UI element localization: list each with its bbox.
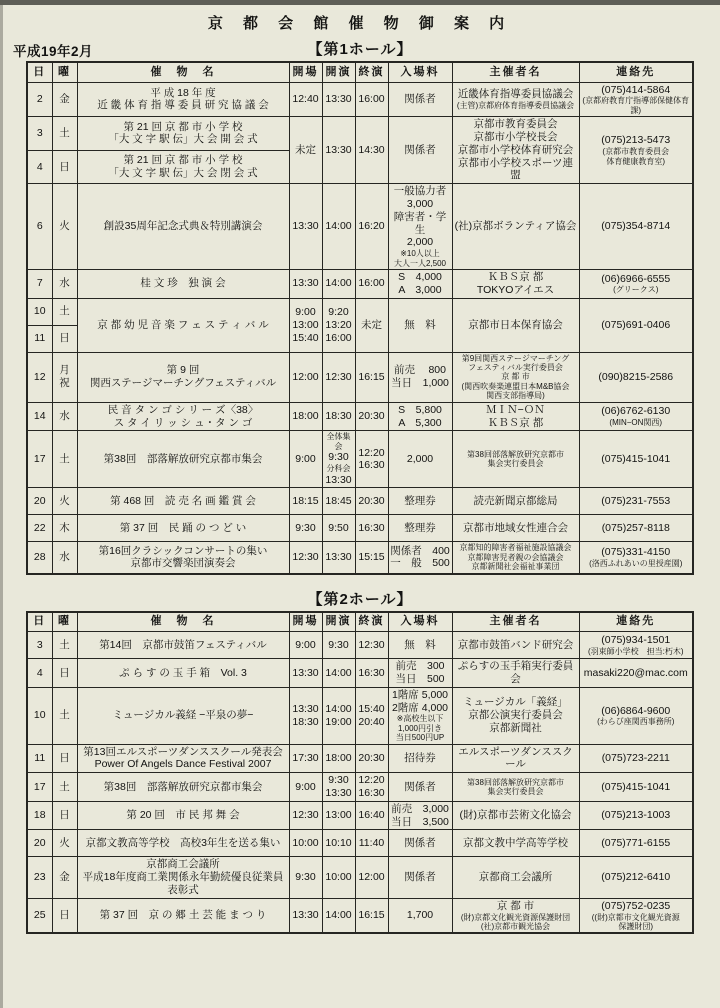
table-row (27, 402, 693, 431)
cell-date: 18 (27, 801, 52, 830)
cell-date: 3 (27, 632, 52, 659)
cell-end: 11:40 (355, 830, 388, 857)
cell-org: 近畿体育指導委員協議会 (主管)京都府体育指導委員協議会 (452, 82, 579, 117)
cell-name: 第 20 回 市 民 邦 舞 会 (77, 801, 289, 830)
cell-org: 第38回部落解放研究京都市 集会実行委員会 (452, 773, 579, 802)
cell-contact: (06)6762-6130 (MIN−ON関西) (579, 402, 693, 431)
cell-fee: 1,700 (388, 898, 452, 933)
cell-open: 12:40 (289, 82, 322, 117)
cell-date: 17 (27, 773, 52, 802)
cell-contact: (075)415-1041 (579, 773, 693, 802)
cell-org: 第9回関西ステージマーチング フェスティバル実行委員会 京 都 市 (関西吹奏楽連盟日本M&B協会 関西支部指導局) (452, 352, 579, 402)
hall2-events-table (26, 611, 694, 935)
cell-day: 火 (52, 830, 77, 857)
cell-open: 9:30 (289, 515, 322, 542)
hall2-table-body (27, 632, 693, 934)
cell-name: 民 音 タ ン ゴ シ リ ー ズ〈38〉 ス タ イ リ ッ シ ュ・タ ン ゴ (77, 402, 289, 431)
cell-org: 京都市日本保育協会 (452, 298, 579, 352)
cell-date: 20 (27, 830, 52, 857)
cell-org: 京 都 市 (財)京都文化観光資源保護財団 (社)京都市観光協会 (452, 898, 579, 933)
cell-contact: (075)414-5864 (京都府教育庁指導部保健体育課) (579, 82, 693, 117)
header-contact: 連絡先 (579, 612, 693, 632)
cell-name: ミュージカル義経 −平泉の夢− (77, 687, 289, 744)
cell-fee: 無 料 (388, 632, 452, 659)
cell-open: 12:30 (289, 801, 322, 830)
cell-fee: 2,000 (388, 431, 452, 488)
cell-day: 日 (52, 659, 77, 688)
cell-end: 16:00 (355, 82, 388, 117)
header-end: 終演 (355, 612, 388, 632)
cell-day: 土 (52, 431, 77, 488)
cell-end: 未定 (355, 298, 388, 352)
cell-start: 13:30 (322, 542, 355, 574)
cell-name: 平 成 18 年 度 近 畿 体 育 指 導 委 員 研 究 協 議 会 (77, 82, 289, 117)
cell-open: 12:00 (289, 352, 322, 402)
cell-org: 京都文教中学高等学校 (452, 830, 579, 857)
cell-start: 9:30 (322, 632, 355, 659)
hall1-table-header (27, 62, 693, 82)
cell-date: 7 (27, 270, 52, 299)
cell-fee: 関係者 400 一 般 500 (388, 542, 452, 574)
cell-open: 18:15 (289, 488, 322, 515)
cell-contact: (075)752-0235 ((財)京都市文化観光資源 保護財団) (579, 898, 693, 933)
cell-date: 3 (27, 117, 52, 150)
cell-open: 18:00 (289, 402, 322, 431)
cell-contact: (075)934-1501 (羽束師小学校 担当:朽木) (579, 632, 693, 659)
cell-org: 第38回部落解放研究京都市 集会実行委員会 (452, 431, 579, 488)
cell-day: 火 (52, 184, 77, 270)
cell-open: 9:00 (289, 773, 322, 802)
cell-org: 読売新聞京都総局 (452, 488, 579, 515)
header-name: 催 物 名 (77, 62, 289, 82)
header-day: 曜 (52, 612, 77, 632)
table-row (27, 298, 693, 325)
table-row (27, 270, 693, 299)
cell-end: 12:20 16:30 (355, 773, 388, 802)
cell-day: 金 (52, 857, 77, 898)
cell-start: 9:50 (322, 515, 355, 542)
header-contact: 連絡先 (579, 62, 693, 82)
cell-fee: 無 料 (388, 298, 452, 352)
cell-contact: (075)723-2211 (579, 744, 693, 773)
cell-contact: (090)8215-2586 (579, 352, 693, 402)
cell-start: 13:30 (322, 117, 355, 184)
cell-open: 13:30 (289, 659, 322, 688)
header-date: 日 (27, 62, 52, 82)
cell-org: 京都市地域女性連合会 (452, 515, 579, 542)
table-row (27, 117, 693, 150)
cell-end: 12:00 (355, 857, 388, 898)
table-row (27, 352, 693, 402)
cell-start: 9:30 13:30 (322, 773, 355, 802)
cell-date: 4 (27, 150, 52, 184)
cell-day: 金 (52, 82, 77, 117)
cell-day: 月 祝 (52, 352, 77, 402)
cell-start: 18:30 (322, 402, 355, 431)
scan-top-edge (0, 0, 720, 5)
cell-contact: (075)257-8118 (579, 515, 693, 542)
cell-contact: (06)6966-6555 (グリークス) (579, 270, 693, 299)
cell-day: 日 (52, 801, 77, 830)
cell-name: 第 37 回 京 の 郷 土 芸 能 ま つ り (77, 898, 289, 933)
cell-end: 16:00 (355, 270, 388, 299)
table-row (27, 687, 693, 744)
cell-open: 9:30 (289, 857, 322, 898)
cell-name: ぷ ら す の 玉 手 箱 Vol. 3 (77, 659, 289, 688)
table-row (27, 898, 693, 933)
cell-day: 土 (52, 298, 77, 325)
cell-fee: 1階席 5,000 2階席 4,000 ※高校生以下 1,000円引き 当日500円UP (388, 687, 452, 744)
cell-org: ＭＩＮ−ＯＮ ＫＢＳ京 都 (452, 402, 579, 431)
cell-day: 水 (52, 542, 77, 574)
cell-fee: 前売 800 当日 1,000 (388, 352, 452, 402)
cell-start: 18:45 (322, 488, 355, 515)
cell-date: 10 (27, 298, 52, 325)
cell-open: 9:00 (289, 632, 322, 659)
cell-name: 創設35周年記念式典＆特別講演会 (77, 184, 289, 270)
cell-day: 日 (52, 744, 77, 773)
cell-end: 14:30 (355, 117, 388, 184)
cell-contact: (06)6864-9600 (わらび座関西事務所) (579, 687, 693, 744)
cell-name: 第 21 回 京 都 市 小 学 校 「大 文 字 駅 伝」大 会 閉 会 式 (77, 150, 289, 184)
cell-open: 17:30 (289, 744, 322, 773)
cell-contact: (075)771-6155 (579, 830, 693, 857)
cell-date: 2 (27, 82, 52, 117)
table-row (27, 82, 693, 117)
table-row (27, 515, 693, 542)
cell-date: 14 (27, 402, 52, 431)
cell-start: 14:00 19:00 (322, 687, 355, 744)
cell-date: 11 (27, 325, 52, 352)
cell-open: 13:30 (289, 270, 322, 299)
cell-name: 第38回 部落解放研究京都市集会 (77, 431, 289, 488)
cell-end: 16:30 (355, 515, 388, 542)
cell-org: ぷらすの玉手箱実行委員会 (452, 659, 579, 688)
cell-name: 第16回クラシックコンサートの集い 京都市交響楽団演奏会 (77, 542, 289, 574)
cell-name: 第 9 回 関西ステージマーチングフェスティバル (77, 352, 289, 402)
cell-contact: masaki220@mac.com (579, 659, 693, 688)
cell-start: 14:00 (322, 270, 355, 299)
header-fee: 入場料 (388, 62, 452, 82)
header-open: 開場 (289, 62, 322, 82)
cell-name: 京 都 幼 児 音 楽 フ ェ ス テ ィ バ ル (77, 298, 289, 352)
cell-open: 13:30 18:30 (289, 687, 322, 744)
cell-name: 京都商工会議所 平成18年度商工業関係永年勤続優良従業員 表彰式 (77, 857, 289, 898)
cell-date: 6 (27, 184, 52, 270)
cell-contact: (075)331-4150 (洛西ふれあいの里授産園) (579, 542, 693, 574)
header-name: 催 物 名 (77, 612, 289, 632)
cell-open: 10:00 (289, 830, 322, 857)
page-title: 京 都 会 館 催 物 御 案 内 (207, 15, 513, 32)
cell-contact: (075)213-5473 (京都市教育委員会 体育健康教育室) (579, 117, 693, 184)
table-row (27, 632, 693, 659)
scan-left-edge (0, 0, 3, 1008)
cell-end: 16:15 (355, 898, 388, 933)
cell-org: (社)京都ボランティア協会 (452, 184, 579, 270)
cell-start: 14:00 (322, 184, 355, 270)
cell-open: 未定 (289, 117, 322, 184)
cell-start: 9:20 13:20 16:00 (322, 298, 355, 352)
cell-open: 9:00 13:00 15:40 (289, 298, 322, 352)
cell-fee: S 4,000 A 3,000 (388, 270, 452, 299)
cell-name: 第 21 回 京 都 市 小 学 校 「大 文 字 駅 伝」大 会 開 会 式 (77, 117, 289, 150)
cell-org: 京都商工会議所 (452, 857, 579, 898)
cell-day: 土 (52, 773, 77, 802)
table-row (27, 801, 693, 830)
header-row (27, 612, 693, 632)
cell-fee: 関係者 (388, 117, 452, 184)
cell-name: 京都文教高等学校 高校3年生を送る集い (77, 830, 289, 857)
cell-end: 16:15 (355, 352, 388, 402)
cell-fee: 関係者 (388, 857, 452, 898)
cell-day: 土 (52, 117, 77, 150)
cell-start: 14:00 (322, 659, 355, 688)
cell-open: 12:30 (289, 542, 322, 574)
cell-open: 9:00 (289, 431, 322, 488)
cell-start: 13:00 (322, 801, 355, 830)
cell-fee: 整理券 (388, 488, 452, 515)
cell-name: 第 468 回 読 売 名 画 鑑 賞 会 (77, 488, 289, 515)
cell-org: 京都市教育委員会 京都市小学校長会 京都市小学校体育研究会 京都市小学校スポーツ連盟 (452, 117, 579, 184)
cell-open: 13:30 (289, 898, 322, 933)
cell-end: 12:20 16:30 (355, 431, 388, 488)
cell-date: 12 (27, 352, 52, 402)
cell-start: 12:30 (322, 352, 355, 402)
header-org: 主催者名 (452, 62, 579, 82)
cell-day: 日 (52, 898, 77, 933)
table-row (27, 542, 693, 574)
cell-day: 火 (52, 488, 77, 515)
hall2-table-header (27, 612, 693, 632)
cell-day: 水 (52, 402, 77, 431)
cell-date: 11 (27, 744, 52, 773)
cell-org: ＫＢＳ京 都 TOKYOアイエス (452, 270, 579, 299)
cell-fee: 招待券 (388, 744, 452, 773)
cell-end: 15:40 20:40 (355, 687, 388, 744)
header-open: 開場 (289, 612, 322, 632)
cell-name: 第14回 京都市鼓笛フェスティバル (77, 632, 289, 659)
table-row (27, 744, 693, 773)
cell-contact: (075)231-7553 (579, 488, 693, 515)
cell-contact: (075)691-0406 (579, 298, 693, 352)
cell-end: 20:30 (355, 402, 388, 431)
cell-org: エルスポーツダンススクール (452, 744, 579, 773)
cell-end: 16:30 (355, 659, 388, 688)
header-org: 主催者名 (452, 612, 579, 632)
header-row (27, 62, 693, 82)
cell-name: 桂 文 珍 独 演 会 (77, 270, 289, 299)
cell-end: 20:30 (355, 744, 388, 773)
hall1-events-table (26, 61, 694, 575)
cell-org: 京都知的障害者福祉施設協議会 京都障害児者親の会協議会 京都新聞社会福祉事業団 (452, 542, 579, 574)
cell-day: 木 (52, 515, 77, 542)
cell-org: ミュージカル「義経」 京都公演実行委員会 京都新聞社 (452, 687, 579, 744)
table-row (27, 488, 693, 515)
table-row (27, 857, 693, 898)
table-row (27, 184, 693, 270)
date-label: 平成19年2月 (13, 44, 94, 59)
cell-day: 日 (52, 150, 77, 184)
header-fee: 入場料 (388, 612, 452, 632)
cell-date: 4 (27, 659, 52, 688)
cell-date: 22 (27, 515, 52, 542)
cell-day: 日 (52, 325, 77, 352)
cell-start: 14:00 (322, 898, 355, 933)
cell-date: 10 (27, 687, 52, 744)
cell-day: 水 (52, 270, 77, 299)
table-row (27, 431, 693, 488)
header-end: 終演 (355, 62, 388, 82)
cell-fee: 一般協力者 3,000 障害者・学生 2,000 ※10人以上 大人一人2,500 (388, 184, 452, 270)
cell-contact: (075)212-6410 (579, 857, 693, 898)
cell-name: 第38回 部落解放研究京都市集会 (77, 773, 289, 802)
table-row (27, 659, 693, 688)
cell-day: 土 (52, 687, 77, 744)
cell-name: 第 37 回 民 踊 の つ ど い (77, 515, 289, 542)
cell-start: 18:00 (322, 744, 355, 773)
cell-name: 第13回エルスポーツダンススクール発表会 Power Of Angels Dance Festival 2007 (77, 744, 289, 773)
cell-day: 土 (52, 632, 77, 659)
cell-org: (財)京都市芸術文化協会 (452, 801, 579, 830)
cell-fee: 前売 3,000 当日 3,500 (388, 801, 452, 830)
cell-open: 13:30 (289, 184, 322, 270)
cell-org: 京都市鼓笛バンド研究会 (452, 632, 579, 659)
cell-fee: 関係者 (388, 830, 452, 857)
hall1-title: 【第1ホール】 (307, 41, 413, 58)
table-row (27, 773, 693, 802)
cell-end: 20:30 (355, 488, 388, 515)
cell-start: 10:00 (322, 857, 355, 898)
cell-start: 13:30 (322, 82, 355, 117)
cell-end: 15:15 (355, 542, 388, 574)
hall1-table-body (27, 82, 693, 574)
cell-date: 23 (27, 857, 52, 898)
cell-date: 28 (27, 542, 52, 574)
cell-date: 20 (27, 488, 52, 515)
cell-fee: 関係者 (388, 773, 452, 802)
header-start: 開演 (322, 62, 355, 82)
cell-fee: S 5,800 A 5,300 (388, 402, 452, 431)
cell-fee: 整理券 (388, 515, 452, 542)
cell-contact: (075)354-8714 (579, 184, 693, 270)
header-date: 日 (27, 612, 52, 632)
header-day: 曜 (52, 62, 77, 82)
table-row (27, 830, 693, 857)
subheader-row (0, 38, 720, 60)
cell-end: 16:20 (355, 184, 388, 270)
cell-date: 17 (27, 431, 52, 488)
cell-start: 10:10 (322, 830, 355, 857)
cell-end: 16:40 (355, 801, 388, 830)
hall2-title: 【第2ホール】 (307, 590, 413, 608)
cell-fee: 関係者 (388, 82, 452, 117)
cell-date: 25 (27, 898, 52, 933)
cell-end: 12:30 (355, 632, 388, 659)
cell-contact: (075)213-1003 (579, 801, 693, 830)
cell-fee: 前売 300 当日 500 (388, 659, 452, 688)
cell-start: 全体集会 9:30 分科会 13:30 (322, 431, 355, 488)
cell-contact: (075)415-1041 (579, 431, 693, 488)
header-start: 開演 (322, 612, 355, 632)
